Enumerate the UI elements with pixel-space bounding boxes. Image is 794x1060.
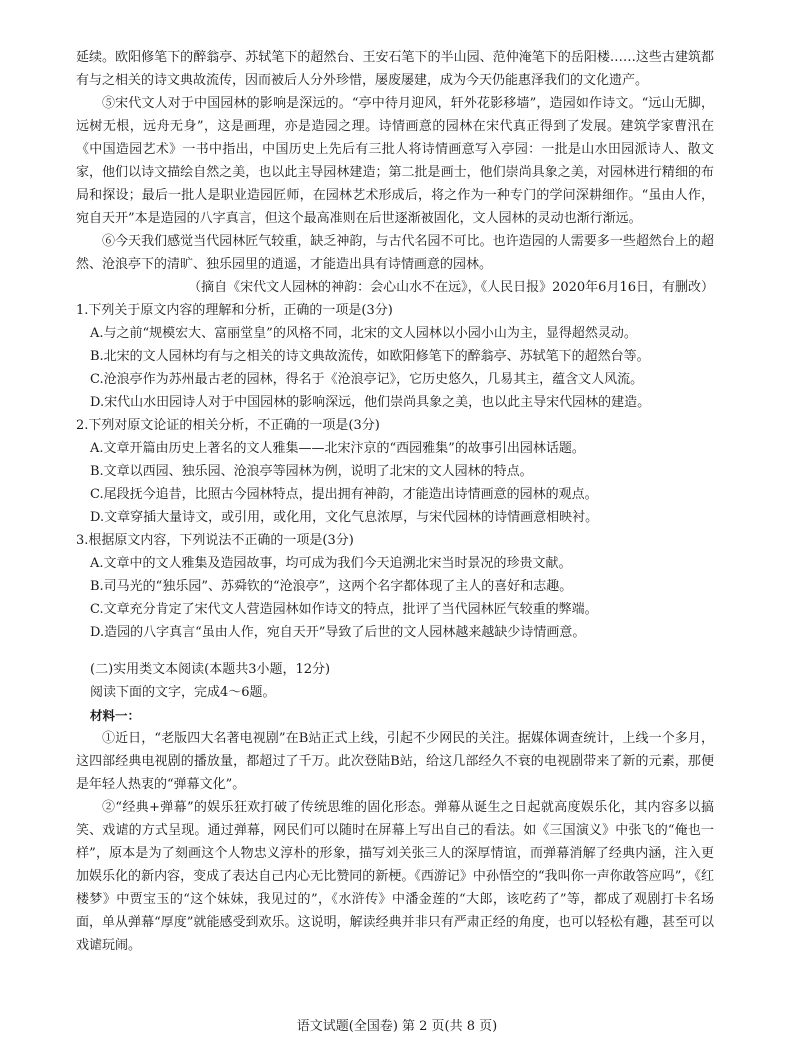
option-c: C.文章充分肯定了宋代文人营造园林如作诗文的特点，批评了当代园林匠气较重的弊端。 [90,602,598,617]
option-d: D.宋代山水田园诗人对于中国园林的影响深远，他们崇尚具象之美，也以此主导宋代园林的建造。 [90,395,651,410]
passage-continuation: 延续。欧阳修笔下的醉翁亭、苏轼笔下的超然台、王安石笔下的半山园、范仲淹笔下的岳阳楼……这些古建筑都有与之相关的诗文典故流传，因而被后人分外珍惜，屡废屡建，成为今天仍能惠泽我们的文化遗产。 [76,50,714,88]
option-b: B.司马光的“独乐园”、苏舜钦的“沧浪亭”，这两个名字都体现了主人的喜好和志趣。 [90,579,573,594]
section-heading: (二)实用类文本阅读(本题共3小题，12分) [90,662,331,677]
page-footer: 语文试题(全国卷) 第 2 页(共 8 页) [296,1019,498,1034]
question-1 [76,299,714,414]
option-b: B.北宋的文人园林均有与之相关的诗文典故流传，如欧阳修笔下的醉翁亭、苏轼笔下的超然台等。 [90,349,650,364]
option-c: C.尾段抚今追昔，比照古今园林特点，提出拥有神韵，才能造出诗情画意的园林的观点。 [90,487,598,502]
option-d: D.造园的八字真言“虽由人作，宛自天开”导致了后世的文人园林越来越缺少诗情画意。 [90,625,586,640]
option-c: C.沧浪亭作为苏州最古老的园林，得名于《沧浪亭记》，它历史悠久，几易其主，蕴含文人风流。 [90,372,644,387]
passage-paragraph-6: ⑥今天我们感觉当代园林匠气较重，缺乏神韵，与古代名园不可比。也许造园的人需要多一些超然台上的超然、沧浪亭下的清旷、独乐园里的逍遥，才能造出具有诗情画意的园林。 [76,234,714,272]
passage-paragraph-5: ⑤宋代文人对于中国园林的影响是深远的。“亭中待月迎风，轩外花影移墙”，造园如作诗文。“远山无脚，远树无根，远舟无身”，这是画理，亦是造园之理。诗情画意的园林在宋代真正得到了发展。建筑学家曹汛在《中国造园艺术》一书中指出，中国历史上先后有三批人将诗情画意写入亭园：一批是山水田园派诗人、散文家，他们以诗文描绘自然之美，也以此主导园林建造；第二批是画士，他们崇尚具象之美，对园林进行精细的布局和探设；最后一批人是职业造园匠师，在园林艺术形成后，将之作为一种专门的学问深耕细作。“虽由人作，宛自天开”本是造园的八字真言，但这个最高准则在后世逐渐被固化，文人园林的灵动也渐行渐远。 [76,96,714,226]
option-b: B.文章以西园、独乐园、沧浪亭等园林为例，说明了北宋的文人园林的特点。 [90,464,533,479]
question-3 [76,529,714,644]
material-label: 材料一： [90,708,141,723]
material-paragraph-2: ②“经典+弹幕”的娱乐狂欢打破了传统思维的固化形态。弹幕从诞生之日起就高度娱乐化，其内容多以搞笑、戏谑的方式呈现。通过弹幕，网民们可以随时在屏幕上写出自己的看法。如《三国演义》中张飞的“俺也一样”，原本是为了刻画这个人物忠义淳朴的形象，描写刘关张三人的深厚情谊，而弹幕消解了经典内涵，注入更加娱乐化的新内容，变成了表达自己内心无比赞同的新梗。《西游记》中孙悟空的“我叫你一声你敢答应吗”，《红楼梦》中贾宝玉的“这个妹妹，我见过的”，《水浒传》中潘金莲的“大郎，该吃药了”等，都成了观剧打卡名场面，单从弹幕“厚度”就能感受到欢乐。这说明，解读经典并非只有严肃正经的角度，也可以轻松有趣，甚至可以戏谑玩闹。 [76,800,714,953]
question-stem: 1.下列关于原文内容的理解和分析，正确的一项是(3分) [76,303,393,318]
question-stem: 3.根据原文内容，下列说法不正确的一项是(3分) [76,533,354,548]
option-a: A.文章开篇由历史上著名的文人雅集——北宋汴京的“西园雅集”的故事引出园林话题。 [90,441,585,456]
option-a: A.与之前“规模宏大、富丽堂皇”的风格不同，北宋的文人园林以小园小山为主，显得超然灵动。 [90,326,637,341]
option-a: A.文章中的文人雅集及造园故事，均可成为我们今天追溯北宋当时景况的珍贵文献。 [90,556,572,571]
section-lead: 阅读下面的文字，完成4～6题。 [90,685,276,700]
question-2 [76,414,714,529]
question-stem: 2.下列对原文论证的相关分析，不正确的一项是(3分) [76,418,380,433]
passage-source: （摘自《宋代文人园林的神韵：会心山水不在远》，《人民日报》2020年6月16日，有删改） [188,280,714,295]
material-paragraph-1: ①近日，“老版四大名著电视剧”在B站正式上线，引起不少网民的关注。据媒体调查统计，上线一个多月，这四部经典电视剧的播放量，都超过了千万。此次登陆B站，给这几部经久不衰的电视剧带来了新的元素，那便是年轻人热衷的“弹幕文化”。 [76,731,714,792]
option-d: D.文章穿插大量诗文，或引用，或化用，文化气息浓厚，与宋代园林的诗情画意相映衬。 [90,510,599,525]
